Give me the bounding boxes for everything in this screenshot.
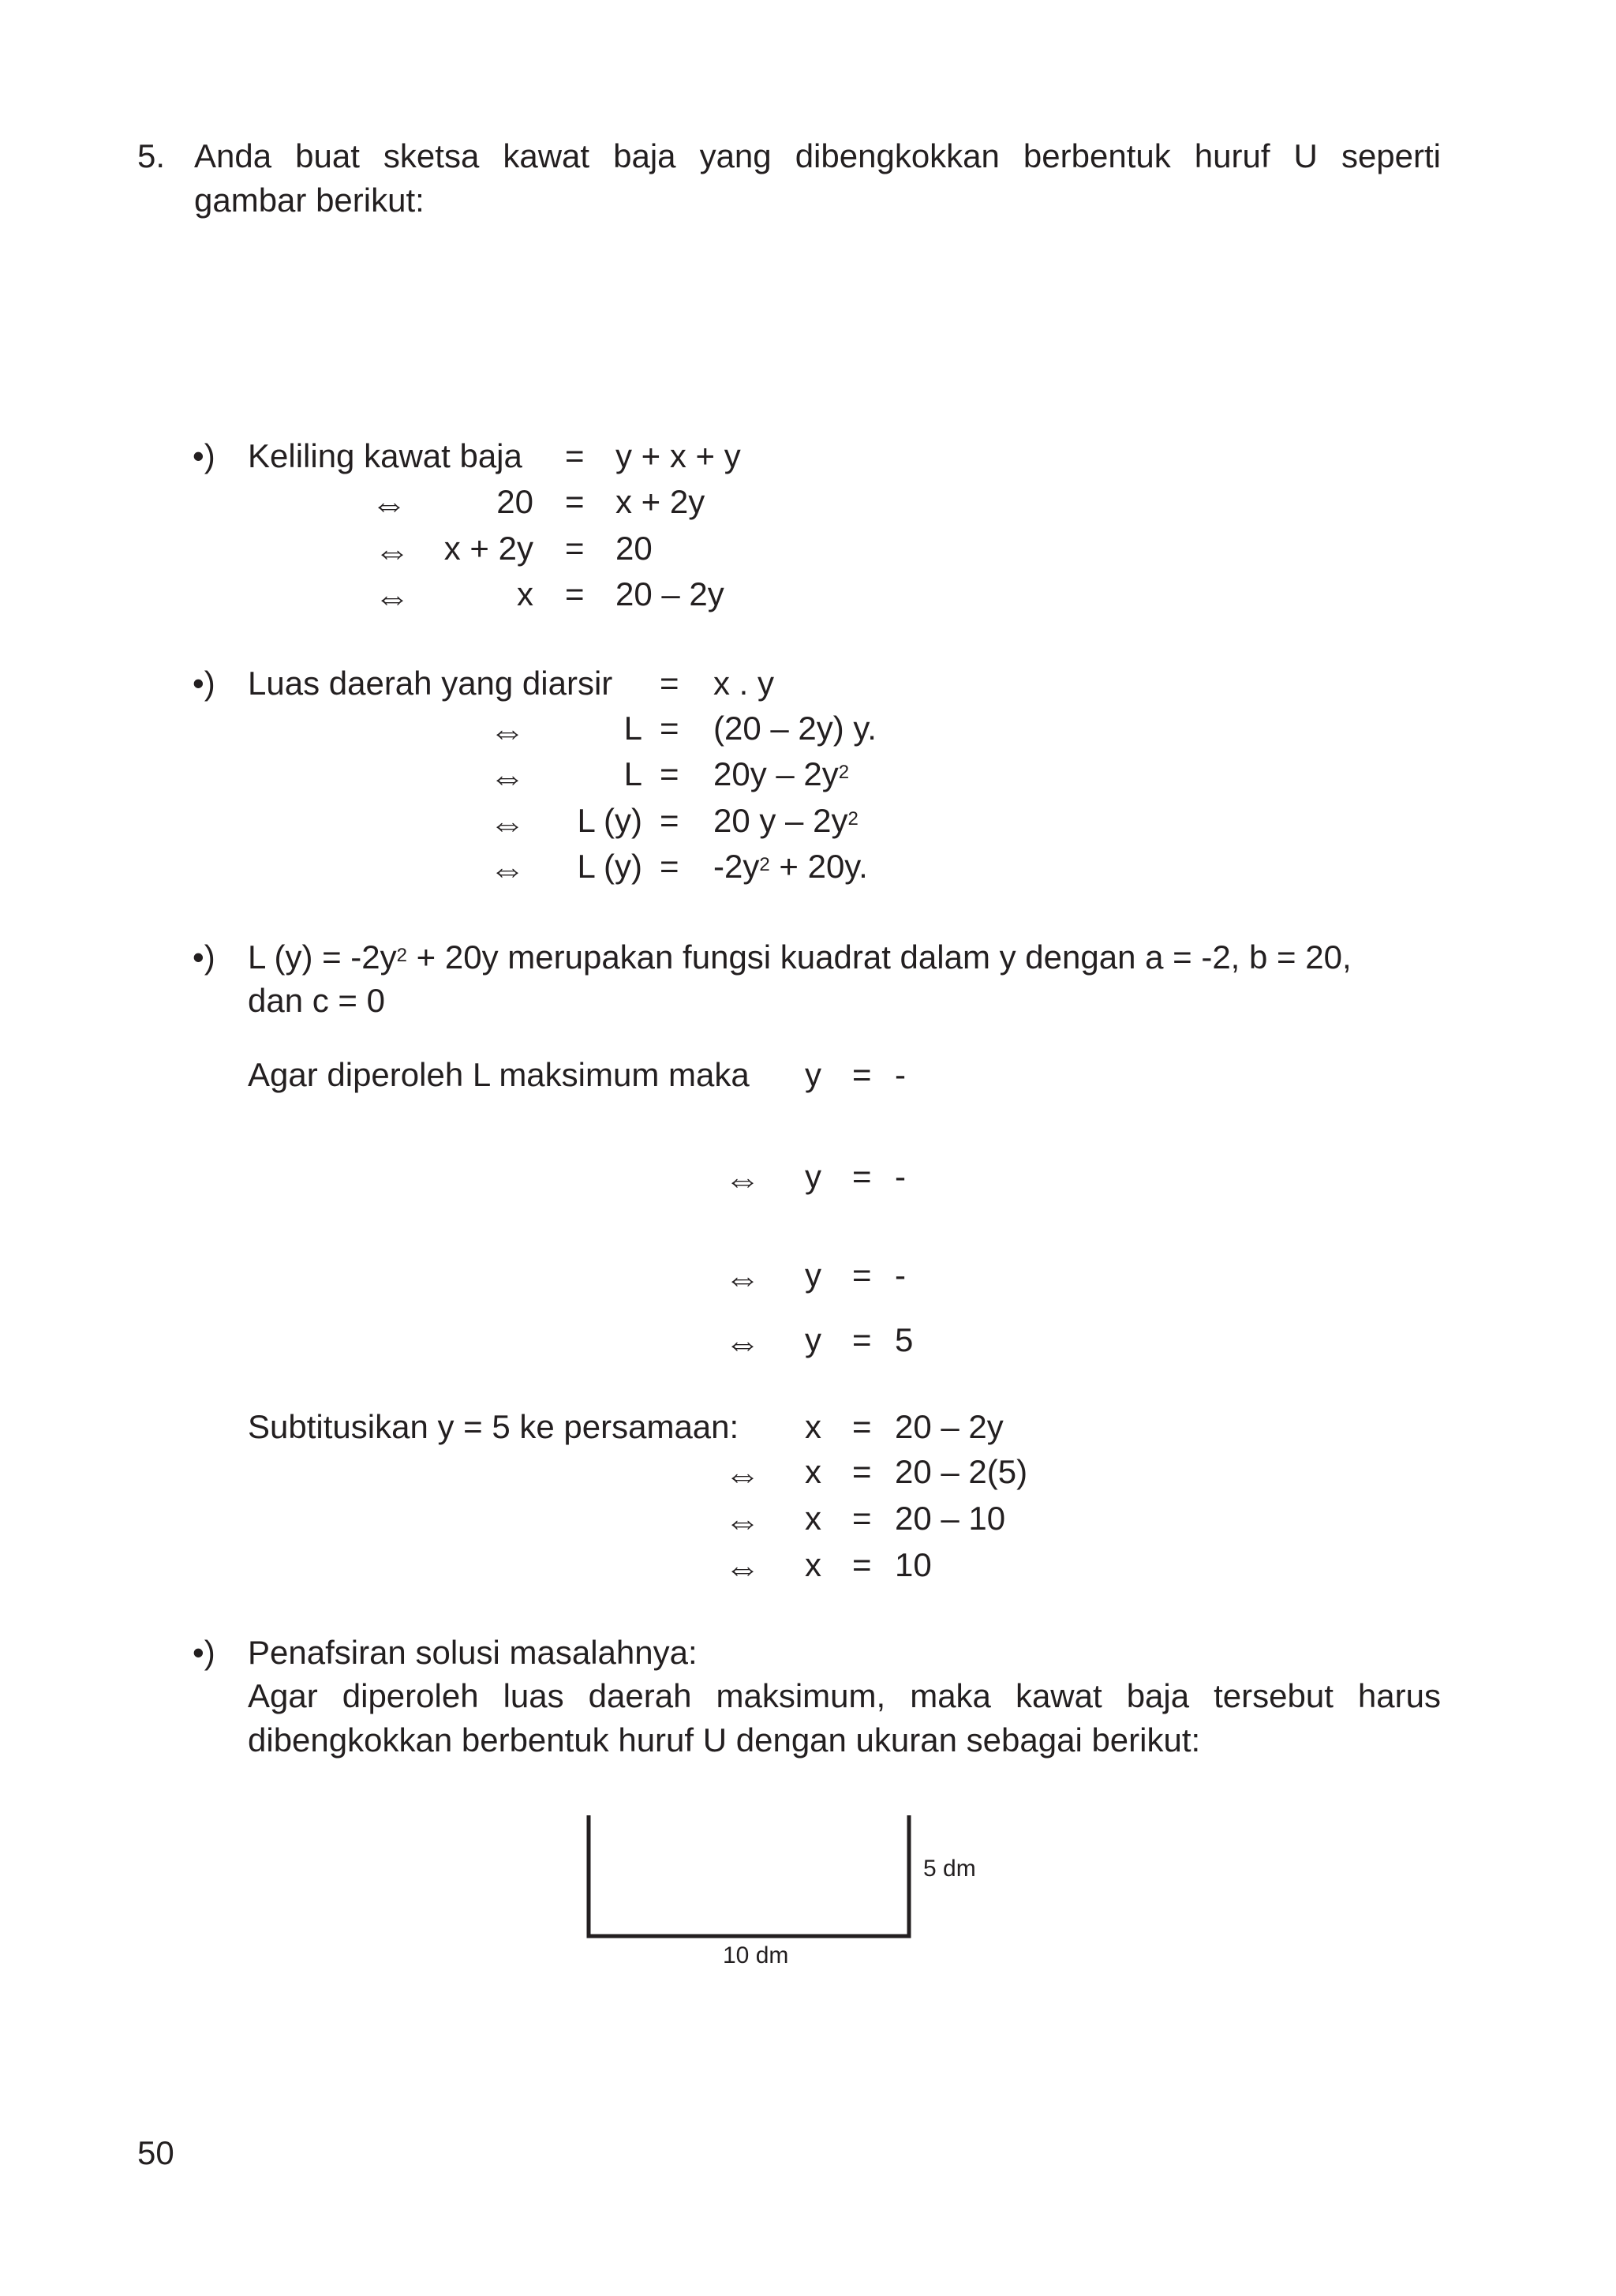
luas-eq-4: =	[660, 848, 679, 885]
u-shape-figure	[552, 1807, 1026, 2013]
luas-rhs-3-a: 20 y – 2y	[713, 802, 848, 839]
iff-icon: ⇔	[374, 530, 410, 571]
iff-icon: ⇔	[371, 483, 407, 524]
luas-eq-3: =	[660, 802, 679, 839]
maks-var-2: y	[805, 1257, 821, 1294]
luas-lhs-2: L	[623, 755, 642, 792]
iff-icon: ⇔	[489, 848, 526, 890]
page-number: 50	[137, 2134, 174, 2171]
sub-eq-3: =	[852, 1546, 872, 1583]
keliling-rhs-2: 20	[615, 530, 653, 567]
maks-eq-2: =	[852, 1257, 872, 1294]
keliling-eq-2: =	[565, 530, 585, 567]
keliling-label: Keliling kawat baja	[248, 437, 522, 474]
luas-rhs-1: (20 – 2y) y.	[713, 710, 877, 747]
iff-icon: ⇔	[724, 1547, 761, 1588]
maks-eq-1: =	[852, 1158, 872, 1195]
sub-var-3: x	[805, 1546, 821, 1583]
luas-eq-2: =	[660, 755, 679, 792]
height-label: 5 dm	[923, 1856, 976, 1882]
sub-var-1: x	[805, 1453, 821, 1490]
sub-rhs-3: 10	[895, 1546, 932, 1583]
maks-rhs-0: -	[895, 1056, 906, 1093]
keliling-eq-3: =	[565, 575, 585, 612]
luas-rhs-4-a: -2y	[713, 848, 760, 885]
luas-rhs-3	[713, 799, 858, 843]
bullet-penafsiran: •)	[193, 1634, 215, 1671]
luas-rhs-0: x . y	[713, 665, 775, 702]
luas-rhs-3-sup: 2	[847, 808, 858, 830]
maks-eq-0: =	[852, 1056, 872, 1093]
maks-eq-3: =	[852, 1321, 872, 1358]
sub-rhs-1: 20 – 2(5)	[895, 1453, 1028, 1490]
luas-eq-0: =	[660, 665, 679, 702]
keliling-rhs-0: y + x + y	[615, 437, 741, 474]
keliling-lhs-3: x	[517, 575, 533, 612]
iff-icon: ⇔	[489, 803, 526, 844]
fungsi-line1-a: L (y) = -2y	[248, 938, 397, 976]
maks-var-3: y	[805, 1321, 821, 1358]
problem-intro-line1: Anda buat sketsa kawat baja yang dibengkokkan berbentuk huruf U seperti	[194, 137, 1441, 174]
u-shape-wire	[589, 1815, 909, 1936]
maks-rhs-2: -	[895, 1257, 906, 1294]
sub-var-2: x	[805, 1500, 821, 1537]
luas-lhs-1: L	[623, 710, 642, 747]
fungsi-line1	[248, 935, 1352, 979]
sub-var-0: x	[805, 1408, 821, 1445]
sub-rhs-0: 20 – 2y	[895, 1408, 1004, 1445]
penafsiran-body: Agar diperoleh luas daerah maksimum, maka kawat baja tersebut harus dibengkokkan berbentuk huruf U dengan ukuran sebagai berikut:	[248, 1677, 1441, 1759]
problem-intro-line2: gambar berikut:	[194, 182, 425, 219]
fungsi-line1-b: + 20y merupakan fungsi kuadrat dalam y dengan a = -2, b = 20,	[407, 938, 1352, 976]
iff-icon: ⇔	[489, 756, 526, 797]
luas-rhs-4-sup: 2	[759, 854, 770, 875]
maks-var-0: y	[805, 1056, 821, 1093]
keliling-rhs-3: 20 – 2y	[615, 575, 724, 612]
fungsi-line2: dan c = 0	[248, 982, 385, 1019]
sub-eq-1: =	[852, 1453, 872, 1490]
keliling-lhs-2: x + 2y	[443, 530, 533, 567]
bullet-luas: •)	[193, 665, 215, 702]
luas-rhs-4	[713, 845, 868, 889]
luas-rhs-2-a: 20y – 2y	[713, 755, 839, 792]
agar-label: Agar diperoleh L maksimum maka	[248, 1056, 750, 1093]
luas-lhs-3: L (y)	[577, 802, 642, 839]
bullet-keliling: •)	[193, 437, 215, 474]
luas-rhs-2-sup: 2	[838, 762, 850, 783]
sub-eq-2: =	[852, 1500, 872, 1537]
keliling-eq-1: =	[565, 483, 585, 520]
subtitusi-label: Subtitusikan y = 5 ke persamaan:	[248, 1408, 739, 1445]
luas-rhs-2	[713, 752, 849, 796]
bullet-fungsi: •)	[193, 938, 215, 976]
penafsiran-title: Penafsiran solusi masalahnya:	[248, 1634, 698, 1671]
sub-eq-0: =	[852, 1408, 872, 1445]
luas-rhs-4-b: + 20y.	[769, 848, 868, 885]
keliling-rhs-1: x + 2y	[615, 483, 705, 520]
luas-label: Luas daerah yang diarsir	[248, 665, 613, 702]
maks-rhs-1: -	[895, 1158, 906, 1195]
iff-icon: ⇔	[724, 1500, 761, 1541]
fungsi-line1-sup: 2	[396, 945, 408, 966]
sub-rhs-2: 20 – 10	[895, 1500, 1006, 1537]
keliling-lhs-1: 20	[496, 483, 533, 520]
problem-intro	[194, 134, 1441, 223]
maks-var-1: y	[805, 1158, 821, 1195]
iff-icon: ⇔	[724, 1322, 761, 1363]
iff-icon: ⇔	[724, 1257, 761, 1298]
keliling-eq-0: =	[565, 437, 585, 474]
maks-rhs-3: 5	[895, 1321, 914, 1358]
width-label: 10 dm	[723, 1942, 789, 1968]
problem-number: 5.	[137, 137, 166, 174]
luas-eq-1: =	[660, 710, 679, 747]
iff-icon: ⇔	[724, 1159, 761, 1200]
iff-icon: ⇔	[374, 576, 410, 617]
iff-icon: ⇔	[489, 710, 526, 751]
luas-lhs-4: L (y)	[577, 848, 642, 885]
iff-icon: ⇔	[724, 1454, 761, 1495]
